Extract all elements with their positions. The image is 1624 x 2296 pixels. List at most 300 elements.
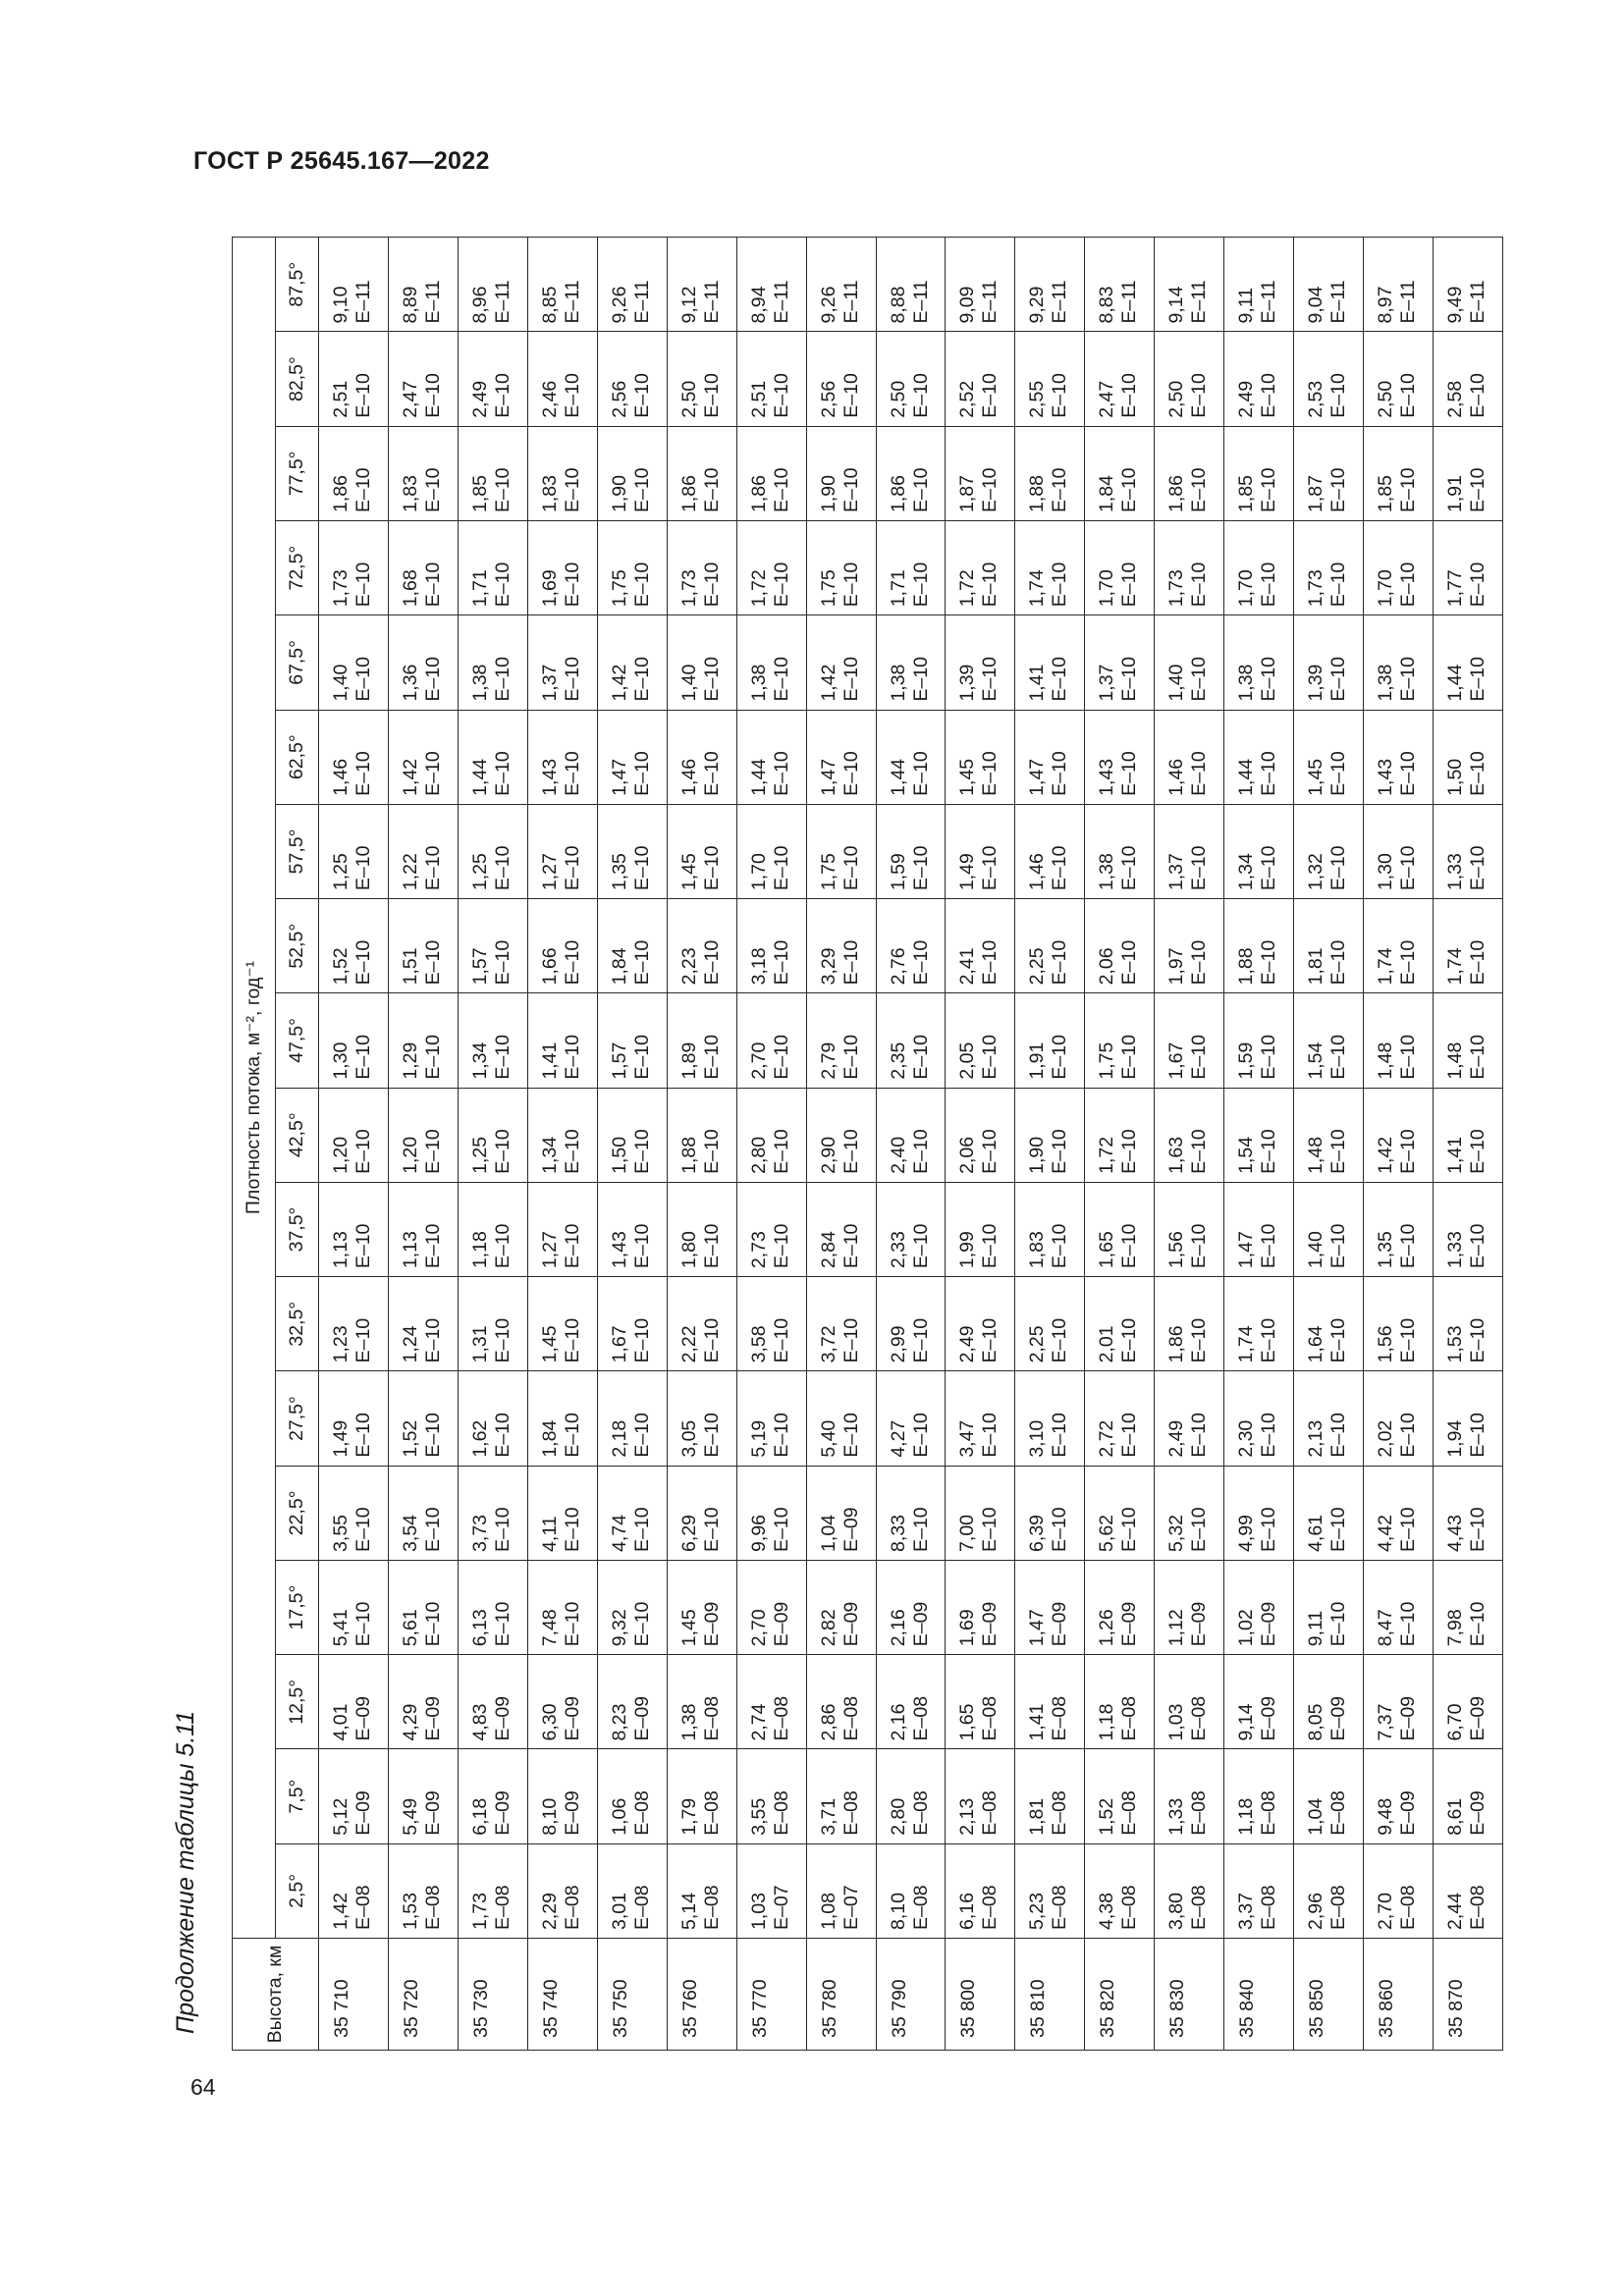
flux-value-cell bbox=[1434, 1843, 1503, 1938]
exponent: E–10 bbox=[561, 467, 583, 513]
mantissa: 1,06 bbox=[608, 1797, 630, 1836]
exponent: E–11 bbox=[1258, 280, 1280, 324]
exponent: E–10 bbox=[839, 1129, 862, 1174]
exponent: E–10 bbox=[839, 939, 862, 986]
mantissa: 2,06 bbox=[1096, 947, 1118, 986]
exponent: E–10 bbox=[1258, 373, 1280, 418]
mantissa: 1,43 bbox=[1375, 758, 1397, 796]
exponent: E–09 bbox=[839, 1507, 862, 1552]
exponent: E–10 bbox=[1118, 1317, 1141, 1363]
mantissa: 8,33 bbox=[887, 1514, 909, 1552]
flux-value-cell bbox=[1364, 1843, 1434, 1938]
mantissa: 1,91 bbox=[1026, 1041, 1049, 1080]
exponent: E–08 bbox=[1467, 1885, 1489, 1930]
exponent: E–10 bbox=[1467, 845, 1489, 891]
flux-value-cell bbox=[1155, 1843, 1224, 1938]
mantissa: 1,44 bbox=[1444, 664, 1466, 702]
flux-value-cell bbox=[736, 615, 806, 710]
flux-value-cell bbox=[806, 1466, 876, 1560]
flux-value-cell bbox=[597, 521, 667, 615]
mantissa: 1,29 bbox=[399, 1041, 421, 1080]
mantissa: 2,49 bbox=[1235, 380, 1258, 418]
mantissa: 1,73 bbox=[677, 569, 700, 608]
flux-value-cell bbox=[597, 804, 667, 898]
mantissa: 9,96 bbox=[747, 1514, 770, 1552]
flux-value-cell bbox=[1294, 1088, 1364, 1182]
exponent: E–08 bbox=[421, 1885, 444, 1930]
flux-value-cell bbox=[319, 1277, 389, 1371]
mantissa: 1,42 bbox=[330, 1893, 352, 1930]
exponent: E–10 bbox=[909, 657, 932, 702]
flux-value-cell bbox=[1085, 993, 1155, 1088]
mantissa: 3,72 bbox=[817, 1325, 839, 1363]
exponent: E–10 bbox=[700, 1035, 723, 1080]
table-row bbox=[1434, 238, 1503, 2051]
flux-value-cell bbox=[876, 1371, 946, 1466]
flux-value-cell bbox=[1155, 1466, 1224, 1560]
mantissa: 1,43 bbox=[608, 1231, 630, 1269]
table-row bbox=[458, 238, 527, 2051]
flux-value-cell bbox=[1294, 899, 1364, 993]
mantissa: 7,48 bbox=[538, 1609, 561, 1647]
mantissa: 8,85 bbox=[538, 286, 561, 324]
flux-value-cell bbox=[736, 1749, 806, 1843]
exponent: E–08 bbox=[770, 1695, 792, 1741]
mantissa: 2,49 bbox=[1165, 1419, 1188, 1458]
exponent: E–09 bbox=[1258, 1601, 1280, 1647]
flux-value-cell bbox=[319, 238, 389, 332]
mantissa: 1,74 bbox=[1375, 947, 1397, 986]
exponent: E–10 bbox=[1188, 657, 1211, 702]
flux-value-cell bbox=[1085, 1088, 1155, 1182]
flux-value-cell bbox=[597, 1560, 667, 1654]
mantissa: 2,23 bbox=[677, 947, 700, 986]
exponent: E–10 bbox=[1327, 1601, 1350, 1647]
flux-value-cell bbox=[1294, 1655, 1364, 1749]
mantissa: 8,23 bbox=[608, 1703, 630, 1741]
exponent: E–10 bbox=[1258, 1317, 1280, 1363]
altitude-cell: 35 820 bbox=[1085, 1939, 1155, 2051]
mantissa: 1,73 bbox=[468, 1893, 491, 1930]
flux-value-cell bbox=[806, 1371, 876, 1466]
exponent: E–10 bbox=[839, 751, 862, 796]
flux-value-cell bbox=[1015, 1371, 1085, 1466]
mantissa: 9,48 bbox=[1375, 1797, 1397, 1836]
mantissa: 2,55 bbox=[1026, 380, 1049, 418]
mantissa: 1,71 bbox=[887, 569, 909, 608]
exponent: E–10 bbox=[561, 373, 583, 418]
mantissa: 4,42 bbox=[1375, 1514, 1397, 1552]
exponent: E–10 bbox=[700, 845, 723, 891]
exponent: E–10 bbox=[491, 561, 514, 608]
exponent: E–08 bbox=[909, 1885, 932, 1930]
exponent: E–10 bbox=[352, 1035, 374, 1080]
flux-value-cell bbox=[1015, 1466, 1085, 1560]
exponent: E–10 bbox=[1188, 373, 1211, 418]
mantissa: 8,88 bbox=[887, 286, 909, 324]
flux-value-cell bbox=[1085, 1655, 1155, 1749]
exponent: E–10 bbox=[352, 1223, 374, 1269]
mantissa: 1,69 bbox=[538, 569, 561, 608]
exponent: E–10 bbox=[630, 939, 653, 986]
exponent: E–10 bbox=[700, 467, 723, 513]
flux-density-group-header: Плотность потока, м⁻², год⁻¹ bbox=[233, 238, 276, 1939]
angle-column-header: 82,5° bbox=[276, 332, 319, 426]
exponent: E–10 bbox=[1467, 1413, 1489, 1458]
flux-value-cell bbox=[736, 993, 806, 1088]
exponent: E–08 bbox=[979, 1885, 1001, 1930]
exponent: E–10 bbox=[630, 1317, 653, 1363]
mantissa: 8,10 bbox=[887, 1893, 909, 1930]
flux-value-cell bbox=[946, 804, 1015, 898]
mantissa: 1,32 bbox=[1305, 853, 1327, 891]
exponent: E–08 bbox=[1327, 1885, 1350, 1930]
exponent: E–09 bbox=[561, 1790, 583, 1836]
flux-value-cell bbox=[1085, 1466, 1155, 1560]
flux-value-cell bbox=[1434, 710, 1503, 804]
flux-value-cell bbox=[736, 238, 806, 332]
flux-value-cell bbox=[388, 1560, 458, 1654]
mantissa: 1,66 bbox=[538, 947, 561, 986]
mantissa: 1,47 bbox=[817, 758, 839, 796]
flux-value-cell bbox=[527, 804, 597, 898]
altitude-cell: 35 810 bbox=[1015, 1939, 1085, 2051]
mantissa: 2,56 bbox=[608, 380, 630, 418]
exponent: E–11 bbox=[1188, 280, 1211, 324]
angle-column-header: 57,5° bbox=[276, 804, 319, 898]
exponent: E–10 bbox=[1049, 657, 1071, 702]
flux-value-cell bbox=[319, 1371, 389, 1466]
exponent: E–10 bbox=[1049, 373, 1071, 418]
flux-value-cell bbox=[1294, 521, 1364, 615]
exponent: E–10 bbox=[1188, 939, 1211, 986]
mantissa: 1,72 bbox=[747, 569, 770, 608]
exponent: E–10 bbox=[630, 1035, 653, 1080]
flux-value-cell bbox=[1364, 993, 1434, 1088]
flux-value-cell bbox=[597, 899, 667, 993]
mantissa: 1,89 bbox=[677, 1041, 700, 1080]
mantissa: 2,50 bbox=[887, 380, 909, 418]
mantissa: 1,91 bbox=[1444, 475, 1466, 513]
mantissa: 1,86 bbox=[887, 475, 909, 513]
mantissa: 1,37 bbox=[538, 664, 561, 702]
mantissa: 2,51 bbox=[330, 380, 352, 418]
exponent: E–10 bbox=[352, 561, 374, 608]
mantissa: 1,18 bbox=[1235, 1797, 1258, 1836]
mantissa: 1,48 bbox=[1305, 1136, 1327, 1174]
exponent: E–08 bbox=[700, 1790, 723, 1836]
exponent: E–08 bbox=[839, 1790, 862, 1836]
mantissa: 1,03 bbox=[1165, 1703, 1188, 1741]
exponent: E–10 bbox=[421, 467, 444, 513]
mantissa: 1,47 bbox=[1026, 758, 1049, 796]
flux-value-cell bbox=[736, 899, 806, 993]
mantissa: 1,41 bbox=[1444, 1136, 1466, 1174]
exponent: E–10 bbox=[491, 1413, 514, 1458]
exponent: E–07 bbox=[770, 1885, 792, 1930]
flux-value-cell bbox=[319, 1466, 389, 1560]
exponent: E–09 bbox=[421, 1790, 444, 1836]
flux-value-cell bbox=[876, 1088, 946, 1182]
mantissa: 2,70 bbox=[747, 1041, 770, 1080]
flux-value-cell bbox=[319, 1843, 389, 1938]
flux-value-cell bbox=[806, 1088, 876, 1182]
flux-value-cell bbox=[597, 238, 667, 332]
flux-value-cell bbox=[876, 1182, 946, 1276]
flux-value-cell bbox=[736, 1371, 806, 1466]
flux-value-cell bbox=[806, 521, 876, 615]
angle-column-header: 87,5° bbox=[276, 238, 319, 332]
mantissa: 3,58 bbox=[747, 1325, 770, 1363]
exponent: E–10 bbox=[352, 1129, 374, 1174]
exponent: E–10 bbox=[839, 1035, 862, 1080]
exponent: E–10 bbox=[491, 1223, 514, 1269]
flux-value-cell bbox=[388, 426, 458, 520]
mantissa: 2,13 bbox=[1305, 1419, 1327, 1458]
flux-value-cell bbox=[1085, 1182, 1155, 1276]
exponent: E–11 bbox=[1118, 280, 1141, 324]
exponent: E–08 bbox=[1188, 1695, 1211, 1741]
flux-value-cell bbox=[1434, 993, 1503, 1088]
flux-value-cell bbox=[667, 1843, 736, 1938]
flux-value-cell bbox=[1085, 1560, 1155, 1654]
exponent: E–10 bbox=[770, 657, 792, 702]
exponent: E–09 bbox=[352, 1695, 374, 1741]
mantissa: 1,35 bbox=[1375, 1231, 1397, 1269]
mantissa: 2,05 bbox=[956, 1041, 979, 1080]
mantissa: 1,49 bbox=[330, 1419, 352, 1458]
exponent: E–08 bbox=[1118, 1790, 1141, 1836]
flux-value-cell bbox=[527, 1560, 597, 1654]
exponent: E–10 bbox=[1258, 845, 1280, 891]
flux-value-cell bbox=[1434, 332, 1503, 426]
exponent: E–10 bbox=[561, 561, 583, 608]
flux-value-cell bbox=[946, 1371, 1015, 1466]
exponent: E–08 bbox=[352, 1885, 374, 1930]
table-row bbox=[1364, 238, 1434, 2051]
exponent: E–10 bbox=[630, 657, 653, 702]
mantissa: 1,90 bbox=[817, 475, 839, 513]
altitude-cell: 35 860 bbox=[1364, 1939, 1434, 2051]
mantissa: 1,75 bbox=[817, 853, 839, 891]
exponent: E–10 bbox=[630, 467, 653, 513]
flux-value-cell bbox=[876, 1560, 946, 1654]
flux-value-cell bbox=[1294, 1466, 1364, 1560]
mantissa: 1,52 bbox=[1096, 1797, 1118, 1836]
exponent: E–10 bbox=[1118, 845, 1141, 891]
flux-value-cell bbox=[527, 710, 597, 804]
mantissa: 3,55 bbox=[747, 1797, 770, 1836]
mantissa: 1,70 bbox=[1375, 569, 1397, 608]
exponent: E–10 bbox=[491, 467, 514, 513]
exponent: E–10 bbox=[1397, 751, 1420, 796]
exponent: E–10 bbox=[352, 751, 374, 796]
exponent: E–10 bbox=[1188, 1413, 1211, 1458]
mantissa: 9,29 bbox=[1026, 286, 1049, 324]
mantissa: 1,38 bbox=[1375, 664, 1397, 702]
flux-value-cell bbox=[1085, 332, 1155, 426]
flux-value-cell bbox=[1294, 1843, 1364, 1938]
exponent: E–10 bbox=[1467, 1317, 1489, 1363]
mantissa: 1,81 bbox=[1026, 1797, 1049, 1836]
exponent: E–10 bbox=[1258, 1035, 1280, 1080]
exponent: E–10 bbox=[1118, 373, 1141, 418]
flux-value-cell bbox=[1294, 1560, 1364, 1654]
mantissa: 1,35 bbox=[608, 853, 630, 891]
flux-value-cell bbox=[806, 615, 876, 710]
exponent: E–10 bbox=[839, 467, 862, 513]
flux-value-cell bbox=[1085, 615, 1155, 710]
exponent: E–10 bbox=[1397, 1601, 1420, 1647]
flux-value-cell bbox=[388, 1088, 458, 1182]
exponent: E–10 bbox=[1049, 1129, 1071, 1174]
exponent: E–10 bbox=[630, 1223, 653, 1269]
exponent: E–11 bbox=[839, 280, 862, 324]
exponent: E–10 bbox=[770, 373, 792, 418]
exponent: E–09 bbox=[352, 1790, 374, 1836]
flux-value-cell bbox=[527, 615, 597, 710]
flux-value-cell bbox=[1364, 1749, 1434, 1843]
exponent: E–10 bbox=[1467, 1129, 1489, 1174]
flux-value-cell bbox=[1294, 710, 1364, 804]
exponent: E–10 bbox=[770, 561, 792, 608]
height-column-header: Высота, км bbox=[233, 1939, 319, 2051]
altitude-cell: 35 710 bbox=[319, 1939, 389, 2051]
flux-value-cell bbox=[667, 615, 736, 710]
mantissa: 2,49 bbox=[956, 1325, 979, 1363]
mantissa: 1,84 bbox=[608, 947, 630, 986]
flux-value-cell bbox=[1294, 804, 1364, 898]
flux-value-cell bbox=[1364, 1560, 1434, 1654]
mantissa: 2,84 bbox=[817, 1231, 839, 1269]
exponent: E–10 bbox=[421, 1035, 444, 1080]
mantissa: 1,25 bbox=[330, 853, 352, 891]
mantissa: 1,72 bbox=[956, 569, 979, 608]
mantissa: 1,30 bbox=[330, 1041, 352, 1080]
mantissa: 1,59 bbox=[887, 853, 909, 891]
mantissa: 2,52 bbox=[956, 380, 979, 418]
flux-value-cell bbox=[667, 993, 736, 1088]
exponent: E–10 bbox=[1188, 751, 1211, 796]
exponent: E–10 bbox=[770, 1223, 792, 1269]
mantissa: 5,40 bbox=[817, 1419, 839, 1458]
exponent: E–11 bbox=[1467, 280, 1489, 324]
flux-value-cell bbox=[667, 1749, 736, 1843]
flux-value-cell bbox=[876, 710, 946, 804]
flux-value-cell bbox=[1224, 1088, 1294, 1182]
mantissa: 1,41 bbox=[1026, 1703, 1049, 1741]
angle-column-header: 22,5° bbox=[276, 1466, 319, 1560]
exponent: E–10 bbox=[770, 1507, 792, 1552]
altitude-cell: 35 870 bbox=[1434, 1939, 1503, 2051]
mantissa: 1,46 bbox=[330, 758, 352, 796]
exponent: E–11 bbox=[421, 280, 444, 324]
exponent: E–10 bbox=[1118, 1129, 1141, 1174]
table-row bbox=[806, 238, 876, 2051]
mantissa: 1,74 bbox=[1444, 947, 1466, 986]
mantissa: 1,65 bbox=[1096, 1231, 1118, 1269]
exponent: E–10 bbox=[979, 751, 1001, 796]
exponent: E–10 bbox=[352, 1507, 374, 1552]
exponent: E–10 bbox=[561, 939, 583, 986]
exponent: E–10 bbox=[700, 657, 723, 702]
flux-value-cell bbox=[736, 1466, 806, 1560]
mantissa: 1,33 bbox=[1444, 853, 1466, 891]
exponent: E–10 bbox=[561, 1507, 583, 1552]
mantissa: 1,25 bbox=[468, 1136, 491, 1174]
exponent: E–08 bbox=[561, 1885, 583, 1930]
flux-value-cell bbox=[1085, 899, 1155, 993]
flux-value-cell bbox=[527, 332, 597, 426]
flux-value-cell bbox=[388, 1466, 458, 1560]
mantissa: 1,43 bbox=[1096, 758, 1118, 796]
flux-value-cell bbox=[1085, 1749, 1155, 1843]
exponent: E–10 bbox=[839, 373, 862, 418]
table-row bbox=[597, 238, 667, 2051]
exponent: E–10 bbox=[1049, 751, 1071, 796]
mantissa: 1,52 bbox=[399, 1419, 421, 1458]
mantissa: 8,94 bbox=[747, 286, 770, 324]
flux-value-cell bbox=[1434, 521, 1503, 615]
flux-value-cell bbox=[1155, 1560, 1224, 1654]
exponent: E–09 bbox=[491, 1695, 514, 1741]
mantissa: 1,94 bbox=[1444, 1419, 1466, 1458]
angle-column-header: 12,5° bbox=[276, 1655, 319, 1749]
altitude-cell: 35 760 bbox=[667, 1939, 736, 2051]
table-body bbox=[319, 238, 1503, 2051]
flux-value-cell bbox=[458, 332, 527, 426]
flux-value-cell bbox=[1294, 1277, 1364, 1371]
flux-value-cell bbox=[1294, 1749, 1364, 1843]
mantissa: 5,19 bbox=[747, 1419, 770, 1458]
mantissa: 1,80 bbox=[677, 1231, 700, 1269]
mantissa: 1,46 bbox=[1165, 758, 1188, 796]
exponent: E–10 bbox=[770, 939, 792, 986]
flux-value-cell bbox=[527, 1277, 597, 1371]
mantissa: 1,85 bbox=[468, 475, 491, 513]
exponent: E–10 bbox=[1327, 657, 1350, 702]
flux-value-cell bbox=[1085, 1277, 1155, 1371]
exponent: E–10 bbox=[979, 373, 1001, 418]
exponent: E–10 bbox=[700, 751, 723, 796]
angle-column-header: 7,5° bbox=[276, 1749, 319, 1843]
mantissa: 4,01 bbox=[330, 1703, 352, 1741]
flux-value-cell bbox=[1434, 1655, 1503, 1749]
mantissa: 1,40 bbox=[677, 664, 700, 702]
flux-value-cell bbox=[1224, 615, 1294, 710]
exponent: E–10 bbox=[421, 1317, 444, 1363]
flux-value-cell bbox=[1155, 1371, 1224, 1466]
flux-value-cell bbox=[319, 804, 389, 898]
mantissa: 4,74 bbox=[608, 1514, 630, 1552]
exponent: E–10 bbox=[1397, 561, 1420, 608]
flux-value-cell bbox=[597, 1655, 667, 1749]
mantissa: 1,75 bbox=[608, 569, 630, 608]
flux-value-cell bbox=[319, 1088, 389, 1182]
flux-value-cell bbox=[1015, 804, 1085, 898]
flux-value-cell bbox=[1085, 1843, 1155, 1938]
exponent: E–10 bbox=[700, 939, 723, 986]
exponent: E–10 bbox=[909, 373, 932, 418]
mantissa: 1,79 bbox=[677, 1797, 700, 1836]
flux-value-cell bbox=[527, 238, 597, 332]
mantissa: 1,27 bbox=[538, 1231, 561, 1269]
exponent: E–10 bbox=[839, 1317, 862, 1363]
exponent: E–10 bbox=[561, 845, 583, 891]
flux-value-cell bbox=[1364, 426, 1434, 520]
flux-value-cell bbox=[527, 1655, 597, 1749]
exponent: E–10 bbox=[1327, 1413, 1350, 1458]
